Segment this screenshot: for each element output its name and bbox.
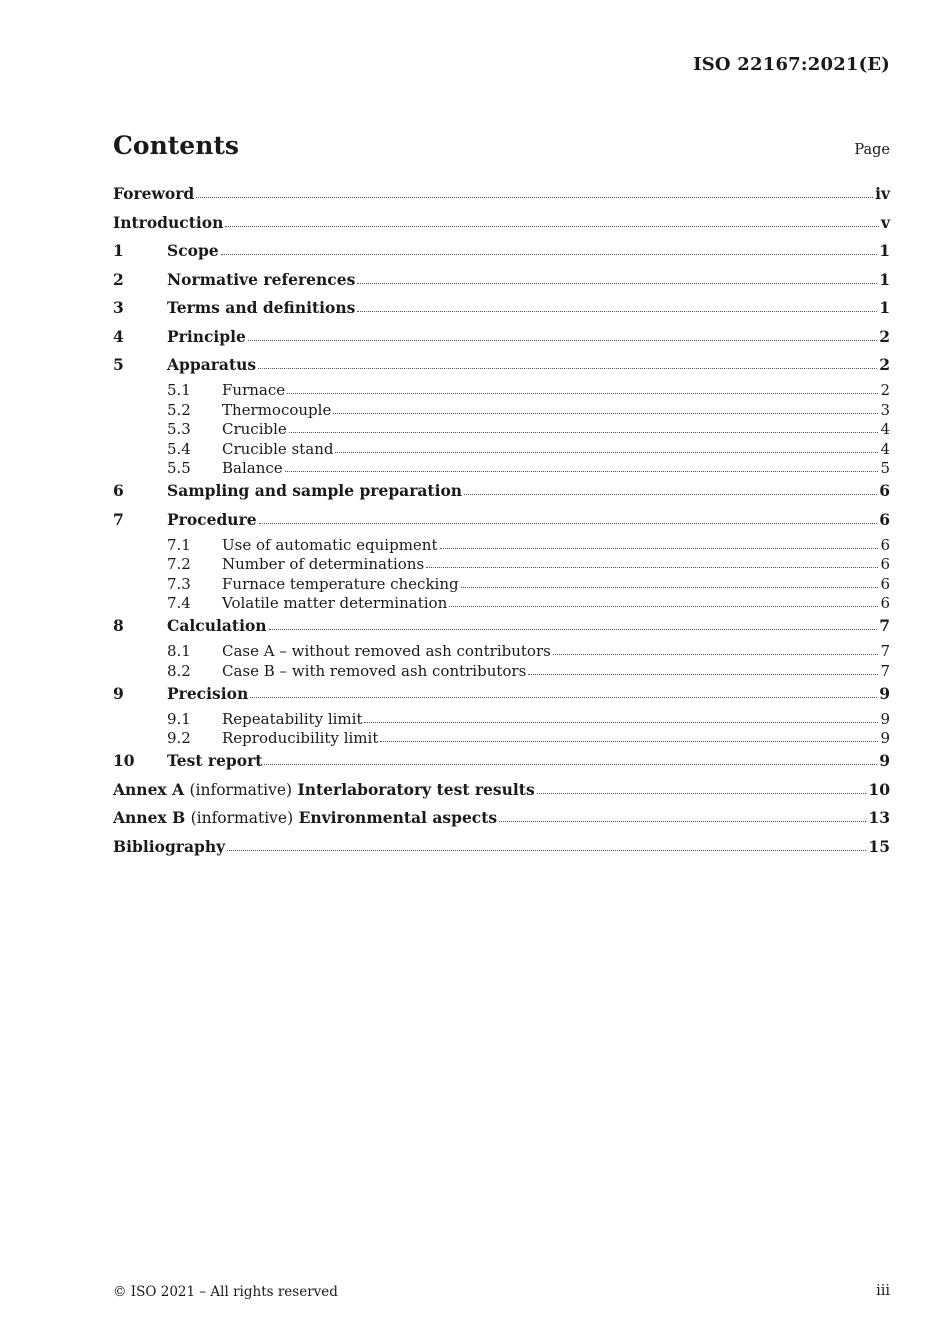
- toc-title: Number of determinations: [222, 555, 425, 573]
- annex-label: Annex A: [113, 779, 185, 799]
- toc-subentry[interactable]: [113, 401, 890, 421]
- toc-number: 6: [113, 481, 124, 500]
- toc-title: Case B – with removed ash contributors: [222, 661, 527, 680]
- document-id: ISO 22167:2021(E): [693, 54, 890, 75]
- toc-page-number: v: [880, 212, 890, 232]
- toc-entry[interactable]: [113, 616, 890, 642]
- toc-page-number: 7: [879, 616, 890, 635]
- toc-page-number: 15: [868, 836, 890, 856]
- toc-page-number: 1: [879, 241, 890, 260]
- toc-leader-dots: [289, 431, 879, 433]
- toc-page-number: 6: [880, 555, 890, 573]
- toc-leader-dots: [196, 196, 873, 198]
- toc-page-number: 9: [879, 683, 890, 703]
- toc-entry[interactable]: [113, 241, 890, 267]
- toc-title: [113, 780, 535, 799]
- toc-leader-dots: [269, 628, 878, 630]
- toc-annex-entry[interactable]: [113, 808, 890, 834]
- toc-number: 8: [113, 616, 124, 635]
- toc-number: 5.1: [167, 381, 191, 399]
- toc-number: 2: [113, 269, 124, 289]
- toc-leader-dots: [285, 470, 879, 472]
- toc-subentry[interactable]: [113, 536, 890, 556]
- toc-number: 7.1: [167, 535, 191, 554]
- toc-title: Case A – without removed ash contributors: [222, 642, 551, 660]
- toc-page-number: 6: [880, 594, 890, 612]
- toc-subentry[interactable]: [113, 575, 890, 595]
- footer-page-number: iii: [876, 1283, 890, 1299]
- toc-title: Balance: [222, 459, 283, 477]
- toc-page-number: 7: [880, 661, 890, 680]
- toc-title: Sampling and sample preparation: [167, 481, 463, 500]
- toc-page-number: iv: [875, 184, 890, 203]
- toc-entry[interactable]: [113, 298, 890, 324]
- toc-title: Terms and definitions: [167, 298, 356, 317]
- toc-page-number: 9: [880, 709, 890, 728]
- toc-page-number: 13: [868, 808, 890, 827]
- toc-page-number: 7: [880, 642, 890, 660]
- toc-title: Principle: [167, 326, 246, 346]
- toc-title: [113, 808, 497, 827]
- toc-leader-dots: [461, 586, 879, 588]
- toc-subentry[interactable]: [113, 729, 890, 749]
- toc-number: 5.3: [167, 420, 191, 438]
- toc-leader-dots: [227, 849, 866, 851]
- toc-leader-dots: [221, 253, 878, 255]
- toc-entry[interactable]: [113, 184, 890, 210]
- toc-page-number: 6: [879, 481, 890, 500]
- toc-leader-dots: [250, 696, 877, 698]
- toc-entry[interactable]: [113, 213, 890, 239]
- toc-number: 7.2: [167, 555, 191, 573]
- toc-leader-dots: [449, 605, 878, 607]
- toc-number: 3: [113, 298, 124, 317]
- annex-type: (informative): [190, 809, 294, 827]
- toc-annex-entry[interactable]: [113, 780, 890, 806]
- toc-title: Scope: [167, 241, 219, 260]
- toc-leader-dots: [225, 225, 879, 227]
- toc-subentry[interactable]: [113, 459, 890, 479]
- toc-leader-dots: [528, 673, 878, 675]
- toc-number: 5.4: [167, 439, 191, 458]
- toc-page-number: 9: [880, 729, 890, 747]
- toc-number: 7: [113, 509, 124, 529]
- toc-subentry[interactable]: [113, 440, 890, 460]
- toc-title: Use of automatic equipment: [222, 535, 438, 554]
- toc-subentry[interactable]: [113, 555, 890, 575]
- toc-title: Reproducibility limit: [222, 729, 379, 747]
- toc-page-number: 10: [868, 779, 890, 799]
- toc-page-number: 5: [880, 459, 890, 477]
- toc-title: Apparatus: [167, 355, 257, 374]
- toc-number: 9.1: [167, 709, 191, 728]
- toc-leader-dots: [335, 451, 878, 453]
- toc-leader-dots: [464, 493, 877, 495]
- toc-leader-dots: [440, 547, 879, 549]
- toc-leader-dots: [357, 282, 877, 284]
- toc-title: Precision: [167, 683, 249, 703]
- toc-title: Volatile matter determination: [222, 594, 448, 612]
- toc-title: Furnace: [222, 381, 286, 399]
- toc-page-number: 6: [880, 574, 890, 593]
- toc-title: Bibliography: [113, 836, 226, 856]
- table-of-contents: [113, 184, 890, 863]
- toc-number: 5.5: [167, 459, 191, 477]
- toc-leader-dots: [357, 310, 877, 312]
- toc-number: 7.3: [167, 574, 191, 593]
- toc-leader-dots: [258, 367, 877, 369]
- toc-leader-dots: [380, 740, 878, 742]
- toc-page-number: 4: [880, 420, 890, 438]
- toc-title: Thermocouple: [222, 400, 332, 419]
- toc-title: Crucible: [222, 420, 287, 438]
- toc-number: 1: [113, 241, 124, 260]
- toc-page-number: 3: [880, 400, 890, 419]
- toc-title: Calculation: [167, 616, 267, 635]
- toc-page-number: 6: [879, 509, 890, 529]
- toc-number: 10: [113, 751, 135, 770]
- toc-entry[interactable]: [113, 327, 890, 353]
- toc-page-number: 1: [879, 298, 890, 317]
- toc-title: Foreword: [113, 184, 195, 203]
- toc-bibliography-entry[interactable]: [113, 837, 890, 863]
- toc-leader-dots: [333, 412, 878, 414]
- contents-title: Contents: [113, 131, 240, 160]
- annex-title: Environmental aspects: [298, 808, 498, 827]
- toc-title: Repeatability limit: [222, 709, 363, 728]
- annex-title: Interlaboratory test results: [297, 779, 535, 799]
- toc-leader-dots: [553, 653, 879, 655]
- toc-entry[interactable]: [113, 684, 890, 710]
- toc-number: 5.2: [167, 400, 191, 419]
- toc-leader-dots: [264, 763, 877, 765]
- toc-number: 5: [113, 355, 124, 374]
- toc-title: Crucible stand: [222, 439, 334, 458]
- toc-page-number: 4: [880, 439, 890, 458]
- toc-title: Procedure: [167, 509, 257, 529]
- toc-leader-dots: [248, 339, 877, 341]
- page-column-label: Page: [854, 142, 890, 158]
- toc-entry[interactable]: [113, 481, 890, 507]
- toc-subentry[interactable]: [113, 594, 890, 614]
- toc-page-number: 2: [879, 326, 890, 346]
- toc-title: Normative references: [167, 269, 356, 289]
- toc-entry[interactable]: [113, 510, 890, 536]
- toc-leader-dots: [287, 392, 878, 394]
- toc-entry[interactable]: [113, 751, 890, 777]
- toc-page-number: 2: [880, 381, 890, 399]
- toc-page-number: 2: [879, 355, 890, 374]
- toc-leader-dots: [426, 566, 878, 568]
- toc-entry[interactable]: [113, 270, 890, 296]
- footer-copyright: © ISO 2021 – All rights reserved: [113, 1284, 338, 1300]
- toc-number: 8.2: [167, 661, 191, 680]
- toc-leader-dots: [364, 721, 878, 723]
- toc-number: 9.2: [167, 729, 191, 747]
- toc-page-number: 9: [879, 751, 890, 770]
- toc-leader-dots: [537, 792, 867, 794]
- toc-leader-dots: [259, 522, 878, 524]
- annex-label: Annex B: [113, 808, 186, 827]
- toc-number: 7.4: [167, 594, 191, 612]
- toc-subentry[interactable]: [113, 381, 890, 401]
- toc-title: Test report: [167, 751, 263, 770]
- annex-type: (informative): [189, 780, 293, 799]
- toc-page-number: 6: [880, 535, 890, 554]
- toc-entry[interactable]: [113, 355, 890, 381]
- toc-subentry[interactable]: [113, 420, 890, 440]
- toc-number: 9: [113, 683, 124, 703]
- toc-number: 4: [113, 326, 124, 346]
- toc-subentry[interactable]: [113, 710, 890, 730]
- toc-number: 8.1: [167, 642, 191, 660]
- toc-title: Furnace temperature checking: [222, 574, 459, 593]
- toc-subentry[interactable]: [113, 642, 890, 662]
- toc-leader-dots: [499, 820, 866, 822]
- toc-page-number: 1: [879, 269, 890, 289]
- toc-subentry[interactable]: [113, 662, 890, 682]
- toc-title: Introduction: [113, 212, 224, 232]
